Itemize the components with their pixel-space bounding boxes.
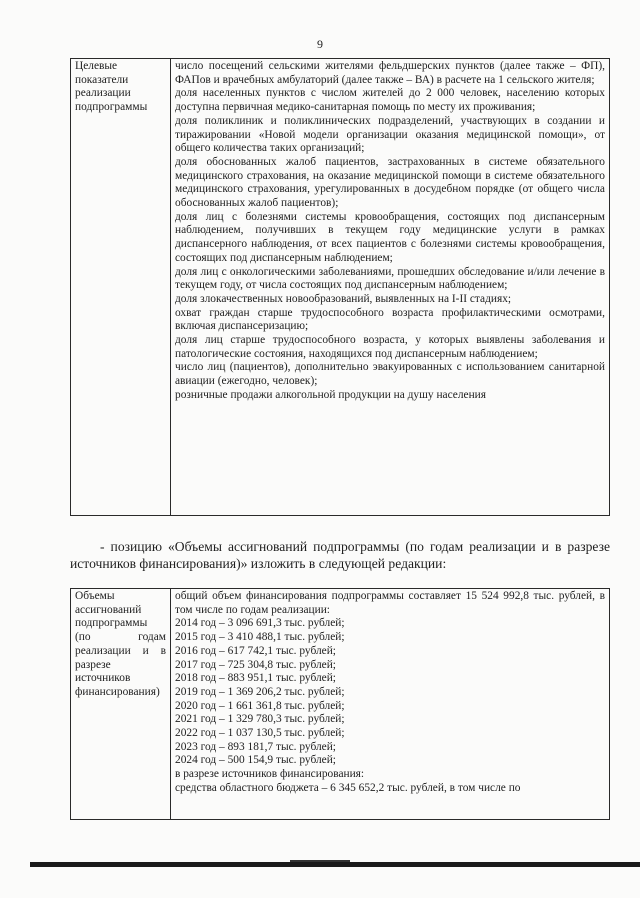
funding-year: 2018 год – 883 951,1 тыс. рублей;	[175, 672, 336, 685]
funding-sources-heading: в разрезе источников финансирования:	[175, 768, 365, 781]
funding-label-line: реализации и в	[75, 644, 166, 657]
page-number: 9	[317, 37, 323, 51]
target-item: розничные продажи алкогольной продукции на душу населения	[175, 388, 487, 401]
funding-table	[70, 588, 610, 820]
funding-regional-budget: средства областного бюджета – 6 345 652,2 тыс. рублей, в том числе по	[175, 781, 521, 794]
funding-label-line: финансирования)	[75, 685, 160, 698]
targets-label-line: показатели	[75, 73, 129, 86]
target-item: число лиц (пациентов), дополнительно эвакуированных с использованием санитарной авиации (ежегодно, человек);	[175, 361, 605, 388]
targets-table	[70, 58, 610, 516]
target-item: доля злокачественных новообразований, выявленных на I-II стадиях;	[175, 292, 512, 305]
targets-list-cell	[171, 59, 610, 516]
funding-year: 2017 год – 725 304,8 тыс. рублей;	[175, 658, 336, 671]
target-item: доля лиц старше трудоспособного возраста, у которых выявлены заболевания и патологические состояния, находящихся под диспансерным наблюдением;	[175, 334, 605, 360]
target-item: доля лиц с онкологическими заболеваниями, прошедших обследование и/или лечение в текущем году, от числа состоящих под диспансерным наблюдением;	[175, 265, 605, 292]
target-item: число посещений сельскими жителями фельдшерских пунктов (далее также – ФП), ФАПов и врачебных амбулаторий (далее также – ВА) в расчете на 1 сельского жителя;	[175, 60, 605, 86]
funding-label-cell	[71, 589, 171, 820]
target-item: доля населенных пунктов с числом жителей до 2 000 человек, населению которых доступна первичная медико-санитарная помощь по месту их проживания;	[175, 87, 605, 114]
targets-label-line: подпрограммы	[75, 101, 148, 114]
funding-label-line: Объемы	[75, 590, 115, 602]
funding-label-line: (по годам	[75, 631, 166, 644]
funding-label-line: подпрограммы	[75, 617, 148, 630]
funding-year: 2015 год – 3 410 488,1 тыс. рублей;	[175, 631, 345, 644]
target-item: охват граждан старше трудоспособного возраста профилактическими осмотрами, включая диспансеризацию;	[175, 306, 605, 333]
funding-year: 2024 год – 500 154,9 тыс. рублей;	[175, 754, 336, 767]
funding-year: 2016 год – 617 742,1 тыс. рублей;	[175, 644, 336, 657]
amendment-paragraph: - позицию «Объемы ассигнований подпрограммы (по годам реализации и в разрезе источников финансирования)» изложить в следующей редакции:	[70, 539, 610, 571]
targets-label-line: Целевые	[75, 60, 118, 72]
funding-label-line: разрезе	[75, 658, 111, 671]
funding-year: 2019 год – 1 369 206,2 тыс. рублей;	[175, 685, 345, 698]
targets-label-line: реализации	[75, 87, 131, 100]
bottom-rule	[30, 862, 640, 867]
targets-label-cell	[71, 59, 171, 516]
funding-year: 2021 год – 1 329 780,3 тыс. рублей;	[175, 713, 345, 726]
funding-year: 2022 год – 1 037 130,5 тыс. рублей;	[175, 727, 345, 740]
funding-label-line: ассигнований	[75, 603, 142, 616]
funding-total: общий объем финансирования подпрограммы составляет 15 524 992,8 тыс. рублей, в том числе по годам реализации:	[175, 590, 605, 616]
funding-year: 2020 год – 1 661 361,8 тыс. рублей;	[175, 699, 345, 712]
funding-label-line: источников	[75, 672, 131, 685]
target-item: доля обоснованных жалоб пациентов, застрахованных в системе обязательного медицинского страхования, на оказание медицинской помощи в системе обязательного медицинского страхования, урегулированных в досудебном порядке (от общего числа обоснованных жалоб пациентов);	[175, 155, 605, 210]
funding-year: 2014 год – 3 096 691,3 тыс. рублей;	[175, 617, 345, 630]
funding-details-cell	[171, 589, 610, 820]
funding-year: 2023 год – 893 181,7 тыс. рублей;	[175, 740, 336, 753]
target-item: доля поликлиник и поликлинических подразделений, участвующих в создании и тиражировании «Новой модели организации оказания медицинской помощи», от общего количества таких организаций;	[175, 114, 605, 155]
target-item: доля лиц с болезнями системы кровообращения, состоящих под диспансерным наблюдением, получивших в текущем году медицинские услуги в рамках диспансерного наблюдения, от всех пациентов с болезнями системы кровообращения, состоящих под диспансерным наблюдением;	[175, 210, 605, 264]
